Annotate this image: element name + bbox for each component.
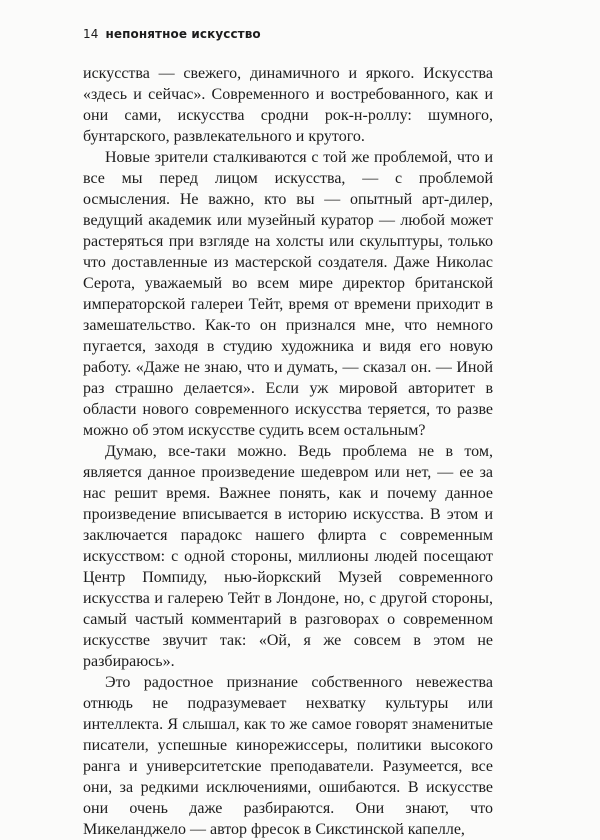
- paragraph: Это радостное признание собственного невежества отнюдь не подразумевает нехватку культуры или интеллекта. Я слышал, как то же самое говорят знаменитые писатели, успешные кинорежиссеры, политики высокого ранга и университетские преподаватели. Разумеется, все они, за редкими исключениями, ошибаются. В искусстве они очень даже разбираются. Они знают, что Микеланджело — автор фресок в Сикстинской капелле,: [83, 674, 493, 838]
- body-text: [83, 63, 493, 840]
- page-number: 14: [83, 27, 99, 41]
- paragraph: Думаю, все-таки можно. Ведь проблема не в том, является данное произведение шедевром или нет, — ее за нас решит время. Важнее понять, как и почему данное произведение вписывается в историю искусства. В этом и заключается парадокс нашего флирта с современным искусством: с одной стороны, миллионы людей посещают Центр Помпиду, нью-йоркский Музей современного искусства и галерею Тейт в Лондоне, но, с другой стороны, самый частый комментарий в разговорах о современном искусстве звучит так: «Ой, я же совсем в этом не разбираюсь».: [83, 443, 493, 670]
- running-header: [83, 26, 261, 42]
- book-title: непонятное искусство: [105, 27, 261, 41]
- paragraph: Новые зрители сталкиваются с той же проблемой, что и все мы перед лицом искусства, — с проблемой осмысления. Не важно, кто вы — опытный арт-дилер, ведущий академик или музейный куратор — любой может растеряться при взгляде на холсты или скульптуры, только что доставленные из мастерской создателя. Даже Николас Серота, уважаемый во всем мире директор британской императорской галереи Тейт, время от времени приходит в замешательство. Как-то он признался мне, что немного пугается, заходя в студию художника и видя его новую работу. «Даже не знаю, что и думать, — сказал он. — Иной раз страшно делается». Если уж мировой авторитет в области нового современного искусства теряется, то разве можно об этом искусстве судить всем остальным?: [83, 149, 493, 439]
- paragraph-continuation: искусства — свежего, динамичного и яркого. Искусства «здесь и сейчас». Современного и востребованного, как и они сами, искусства сродни рок-н-роллу: шумного, бунтарского, развлекательного и крутого.: [83, 65, 493, 145]
